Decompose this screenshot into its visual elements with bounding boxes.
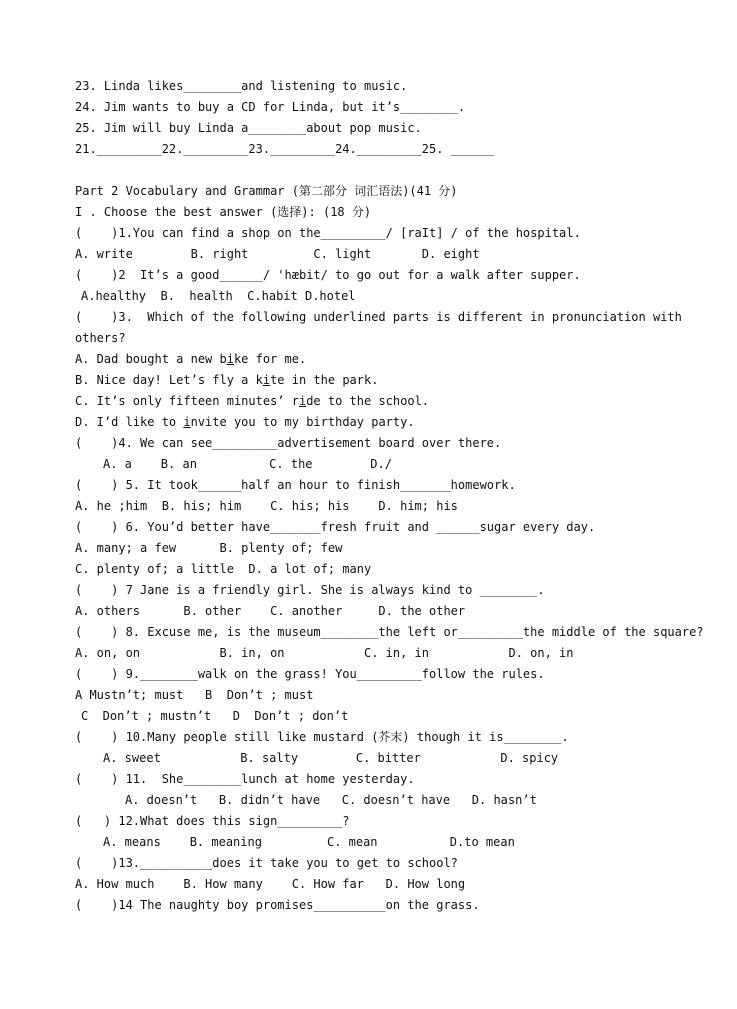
question-13-stem: ( )13.__________does it take you to get to school?	[75, 856, 458, 870]
fill-line-24: 24. Jim wants to buy a CD for Linda, but it’s________.	[75, 100, 466, 114]
exam-page	[75, 76, 715, 916]
question-1-stem: ( )1.You can find a shop on the_________/ [raIt] / of the hospital.	[75, 226, 581, 240]
section1-title: I . Choose the best answer (选择): (18 分)	[75, 205, 372, 219]
question-2-options: A.healthy B. health C.habit D.hotel	[81, 289, 356, 303]
question-3-option-d: D. I’d like to invite you to my birthday party.	[75, 415, 415, 429]
question-9-stem: ( ) 9.________walk on the grass! You_________follow the rules.	[75, 667, 545, 681]
question-6-options-ab: A. many; a few B. plenty of; few	[75, 541, 343, 555]
question-5-stem: ( ) 5. It took______half an hour to finish_______homework.	[75, 478, 516, 492]
question-2-stem: ( )2 It’s a good______/ 'hæbit/ to go out for a walk after supper.	[75, 268, 581, 282]
question-3-option-a: A. Dad bought a new bike for me.	[75, 352, 307, 366]
question-11-stem: ( ) 11. She________lunch at home yesterday.	[75, 772, 415, 786]
question-9-options-ab: A Mustn’t; must B Don’t ; must	[75, 688, 314, 702]
question-7-stem: ( ) 7 Jane is a friendly girl. She is always kind to ________.	[75, 583, 545, 597]
question-3-stem-cont: others?	[75, 331, 126, 345]
question-3-option-b: B. Nice day! Let’s fly a kite in the park.	[75, 373, 379, 387]
question-1-options: A. write B. right C. light D. eight	[75, 247, 480, 261]
spacer	[75, 160, 715, 181]
question-3-option-c: C. It’s only fifteen minutes’ ride to the school.	[75, 394, 430, 408]
question-11-options: A. doesn’t B. didn’t have C. doesn’t have D. hasn’t	[125, 793, 537, 807]
question-4-options: A. a B. an C. the D./	[103, 457, 392, 471]
question-3-stem: ( )3. Which of the following underlined parts is different in pronunciation with	[75, 310, 682, 324]
question-7-options: A. others B. other C. another D. the other	[75, 604, 466, 618]
question-8-options: A. on, on B. in, on C. in, in D. on, in	[75, 646, 574, 660]
question-9-options-cd: C Don’t ; mustn’t D Don’t ; don’t	[81, 709, 349, 723]
question-12-options: A. means B. meaning C. mean D.to mean	[103, 835, 515, 849]
question-12-stem: ( ) 12.What does this sign_________?	[75, 814, 350, 828]
answer-blanks-21-25: 21._________22._________23._________24._________25. ______	[75, 142, 495, 156]
question-10-options: A. sweet B. salty C. bitter D. spicy	[103, 751, 559, 765]
question-10-stem: ( ) 10.Many people still like mustard (芥末) though it is________.	[75, 730, 569, 744]
question-5-options: A. he ;him B. his; him C. his; his D. him; his	[75, 499, 458, 513]
question-4-stem: ( )4. We can see_________advertisement board over there.	[75, 436, 502, 450]
fill-line-25: 25. Jim will buy Linda a________about pop music.	[75, 121, 422, 135]
question-14-stem: ( )14 The naughty boy promises__________on the grass.	[75, 898, 480, 912]
question-6-stem: ( ) 6. You’d better have_______fresh fruit and ______sugar every day.	[75, 520, 596, 534]
part2-title: Part 2 Vocabulary and Grammar (第二部分 词汇语法)(41 分)	[75, 184, 458, 198]
question-8-stem: ( ) 8. Excuse me, is the museum________the left or_________the middle of the square?	[75, 625, 704, 639]
fill-line-23: 23. Linda likes________and listening to music.	[75, 79, 408, 93]
question-6-options-cd: C. plenty of; a little D. a lot of; many	[75, 562, 372, 576]
question-13-options: A. How much B. How many C. How far D. How long	[75, 877, 466, 891]
